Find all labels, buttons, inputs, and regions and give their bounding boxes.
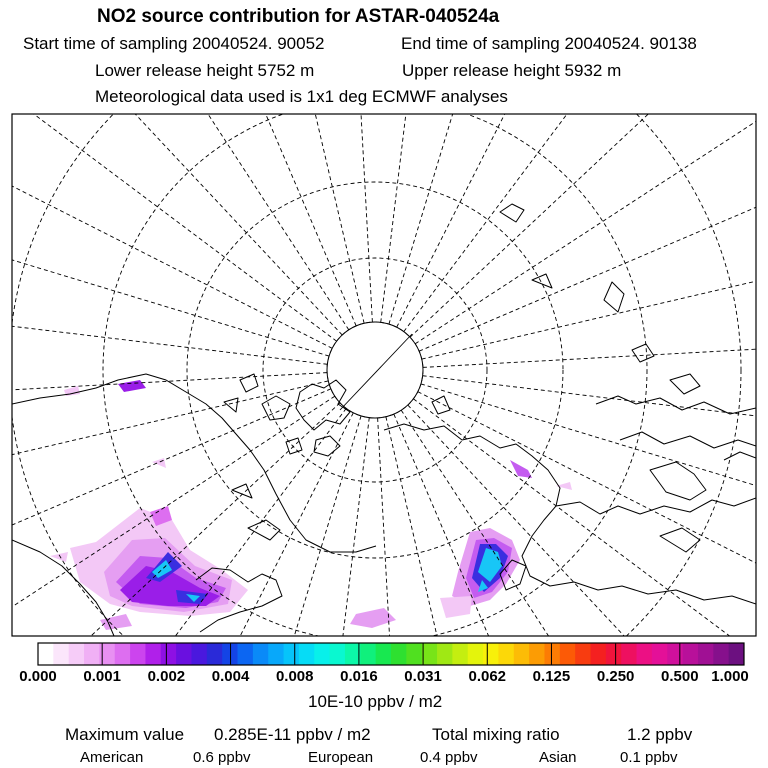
- colorbar-swatch: [268, 643, 284, 665]
- plot-title: NO2 source contribution for ASTAR-040524a: [97, 6, 500, 27]
- colorbar-swatch: [53, 643, 69, 665]
- colorbar-swatch: [176, 643, 192, 665]
- colorbar-swatch: [468, 643, 484, 665]
- colorbar-swatch: [575, 643, 591, 665]
- colorbar-tick-label: 0.250: [596, 668, 635, 685]
- max-value: 0.285E-11 ppbv / m2: [214, 725, 371, 744]
- meteorological-data: Meteorological data used is 1x1 deg ECMWF analyses: [95, 87, 508, 106]
- colorbar-unit: 10E-10 ppbv / m2: [308, 692, 443, 711]
- colorbar-swatch: [483, 643, 499, 665]
- colorbar-tick-label: 0.004: [211, 668, 250, 685]
- colorbar-swatch: [606, 643, 622, 665]
- source-american-value: 0.6 ppbv: [193, 749, 251, 766]
- colorbar-swatch: [591, 643, 607, 665]
- max-value-label: Maximum value: [65, 725, 185, 744]
- colorbar-swatch: [514, 643, 530, 665]
- colorbar-tick-label: 0.031: [404, 668, 442, 685]
- colorbar-tick-label: 0.000: [19, 668, 57, 685]
- colorbar-swatch: [284, 643, 300, 665]
- colorbar-tick-label: 0.500: [661, 668, 699, 685]
- lower-release-height: Lower release height 5752 m: [95, 61, 315, 80]
- colorbar-swatch: [330, 643, 346, 665]
- start-time: Start time of sampling 20040524. 90052: [23, 34, 325, 53]
- end-time: End time of sampling 20040524. 90138: [401, 34, 697, 53]
- colorbar-swatch: [145, 643, 161, 665]
- colorbar-swatch: [698, 643, 714, 665]
- source-european-label: European: [308, 749, 374, 766]
- colorbar-swatch: [683, 643, 699, 665]
- colorbar-swatch: [238, 643, 254, 665]
- source-asian-label: Asian: [539, 749, 577, 766]
- upper-release-height: Upper release height 5932 m: [402, 61, 622, 80]
- source-asian-value: 0.1 ppbv: [620, 749, 678, 766]
- colorbar-swatch: [161, 643, 177, 665]
- colorbar-tick-label: 0.016: [340, 668, 378, 685]
- colorbar-swatch: [376, 643, 392, 665]
- colorbar-swatch: [38, 643, 54, 665]
- colorbar-swatch: [560, 643, 576, 665]
- source-european-value: 0.4 ppbv: [420, 749, 478, 766]
- colorbar-swatch: [130, 643, 146, 665]
- total-mixing-label: Total mixing ratio: [432, 725, 560, 744]
- colorbar-swatch: [391, 643, 407, 665]
- colorbar-swatch: [667, 643, 683, 665]
- colorbar-swatch: [69, 643, 85, 665]
- colorbar-tick-label: 0.062: [468, 668, 507, 685]
- colorbar-tick-label: 0.008: [275, 668, 314, 685]
- colorbar-tick-label: 0.002: [147, 668, 186, 685]
- colorbar-swatch: [529, 643, 545, 665]
- colorbar-tick-label: 1.000: [711, 668, 749, 685]
- colorbar-swatch: [406, 643, 422, 665]
- colorbar-swatch: [437, 643, 453, 665]
- colorbar-swatch: [422, 643, 438, 665]
- colorbar-swatch: [299, 643, 315, 665]
- colorbar: [38, 643, 745, 665]
- colorbar-swatch: [253, 643, 269, 665]
- colorbar-swatch: [452, 643, 468, 665]
- colorbar-swatch: [84, 643, 100, 665]
- colorbar-swatch: [498, 643, 514, 665]
- colorbar-swatch: [544, 643, 560, 665]
- colorbar-swatch: [621, 643, 637, 665]
- colorbar-swatch: [637, 643, 653, 665]
- colorbar-swatch: [713, 643, 729, 665]
- colorbar-swatch: [191, 643, 207, 665]
- colorbar-tick-label: 0.125: [532, 668, 571, 685]
- colorbar-swatch: [360, 643, 376, 665]
- total-mixing-value: 1.2 ppbv: [627, 725, 693, 744]
- colorbar-tick-label: 0.001: [83, 668, 121, 685]
- colorbar-swatch: [115, 643, 131, 665]
- colorbar-swatch: [652, 643, 668, 665]
- source-american-label: American: [80, 749, 144, 766]
- colorbar-swatch: [207, 643, 223, 665]
- colorbar-swatch: [314, 643, 330, 665]
- colorbar-swatch: [729, 643, 745, 665]
